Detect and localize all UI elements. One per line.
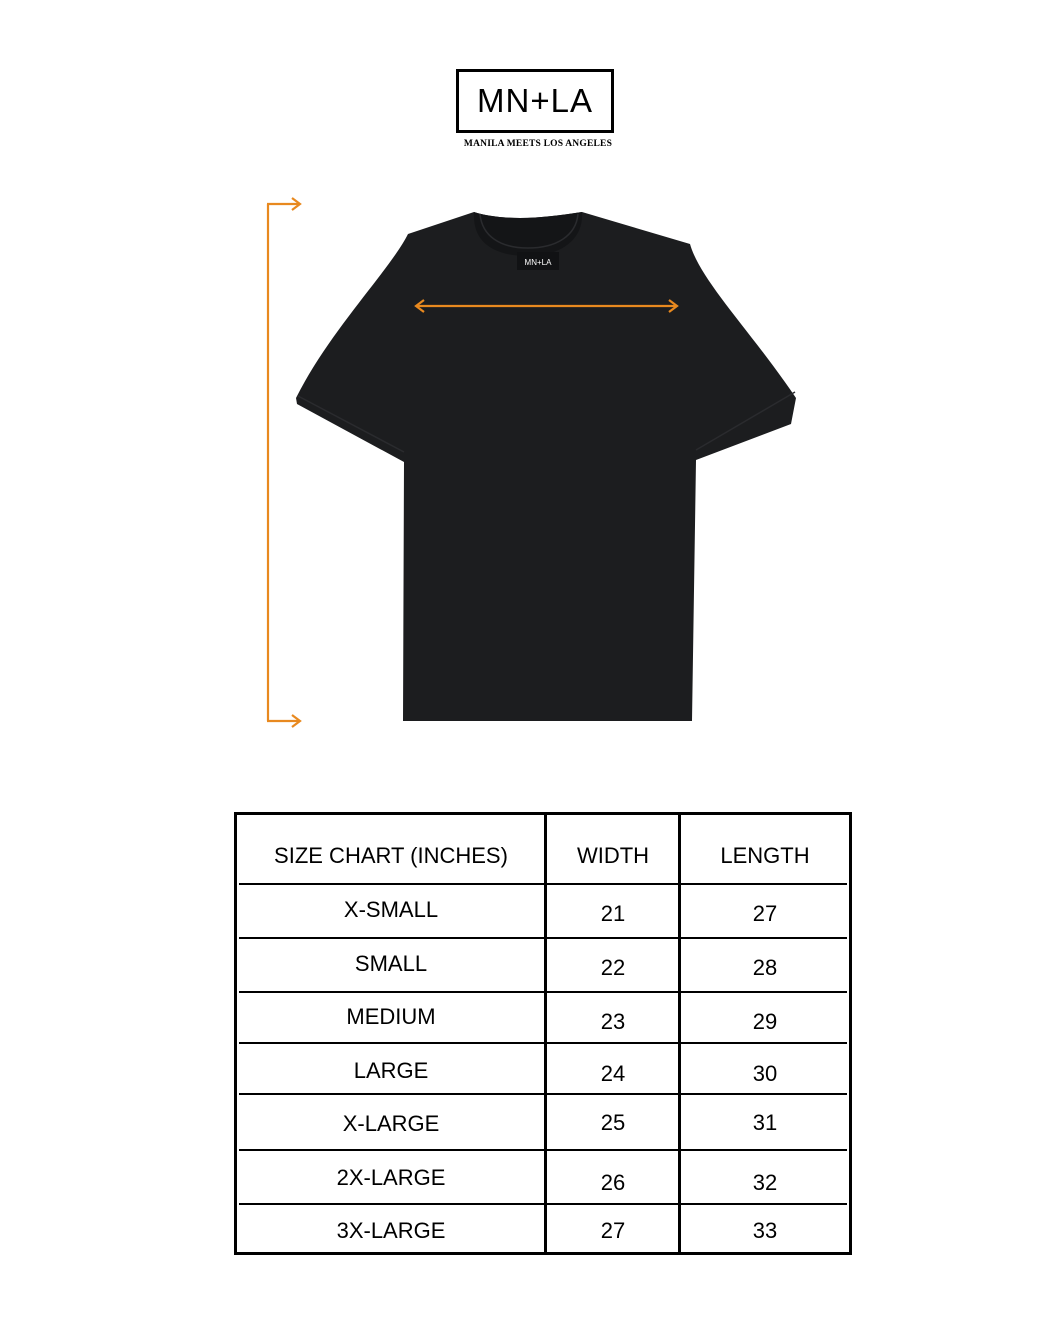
width-value: 25 [600,1110,626,1135]
length-value: 28 [752,955,778,980]
row-divider [239,991,847,993]
tshirt-shape [296,212,796,721]
length-measure-arrow [267,198,300,727]
length-value: 30 [752,1061,778,1086]
row-divider [239,1149,847,1151]
length-value: 31 [752,1110,778,1135]
brand-tagline: MANILA MEETS LOS ANGELES [463,139,613,149]
width-value: 22 [600,955,626,980]
size-chart-table [234,812,852,1255]
row-divider [239,883,847,885]
width-value: 21 [600,901,626,926]
row-divider [239,1093,847,1095]
header-size: SIZE CHART (INCHES) [274,843,508,868]
width-value: 23 [600,1009,626,1034]
header-width: WIDTH [576,843,650,868]
size-label: 2X-LARGE [336,1165,446,1190]
length-value: 29 [752,1009,778,1034]
length-value: 32 [752,1170,778,1195]
size-label: SMALL [354,951,428,976]
length-value: 27 [752,901,778,926]
row-divider [239,1042,847,1044]
size-label: MEDIUM [346,1004,436,1029]
row-divider [239,937,847,939]
width-value: 27 [600,1218,626,1243]
width-value: 24 [600,1061,626,1086]
size-label: 3X-LARGE [336,1218,446,1243]
length-value: 33 [752,1218,778,1243]
neck-label-text: MN+LA [524,258,552,267]
width-value: 26 [600,1170,626,1195]
header-length: LENGTH [720,843,810,868]
row-divider [239,1203,847,1205]
logo-text: MN+LA [477,82,593,119]
size-label: X-SMALL [343,897,439,922]
size-label: LARGE [353,1058,429,1083]
size-label: X-LARGE [342,1111,440,1136]
